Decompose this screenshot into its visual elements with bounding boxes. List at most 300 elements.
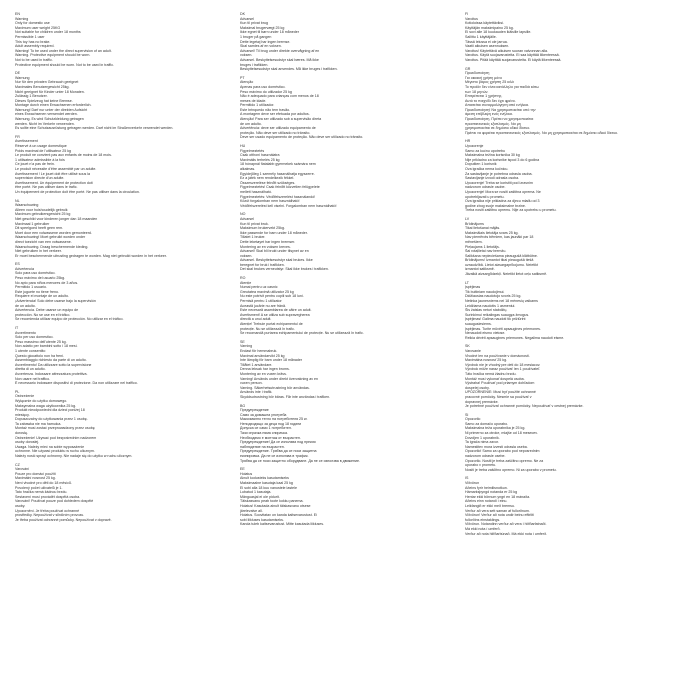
- warning-line: mellett használható.: [240, 189, 272, 194]
- warning-line: Atenção: [240, 80, 254, 85]
- warning-line: Varning. Säkerhetsutrustning bör användas.: [240, 385, 310, 390]
- warning-line: Ta zabawka nie ma hamulca.: [15, 421, 62, 426]
- warning-line: Această jucărie nu are frână.: [240, 303, 286, 308]
- warning-line: Montage durch einen Erwachsenen erforderlich.: [15, 103, 92, 108]
- warning-line: Treba nositi zaštitnu opremu. Nije za upotrebu u prometu.: [465, 208, 557, 213]
- warning-line: Brīdinājums! Izmantot tikai pieaugušā tiešā: [465, 258, 534, 263]
- warning-line: Aðeins einn notandi í einu.: [465, 499, 508, 504]
- warning-line: Samo za kućnu upotrebu: [465, 148, 505, 153]
- warning-line: Lubatud 1 kasutaja.: [240, 490, 272, 495]
- warning-line: Предупреждение: [240, 408, 269, 413]
- warning-line: proteção. Não deve ser utilizado no trânsito.: [240, 130, 311, 135]
- warning-line: Ostrzeżenie: [15, 394, 35, 399]
- language-section-nl: [15, 199, 215, 259]
- language-code: NL: [15, 198, 20, 203]
- warning-line: Namestitev mora izvesti odrasla oseba.: [465, 444, 528, 449]
- warning-line: Je třeba používat ochranné pomůcky. Nepoužívat v dopravě.: [15, 517, 112, 522]
- warning-line: UPOZORNENIE: Musí byť použité ochranné: [465, 390, 536, 395]
- warning-line: Le produit ne convient pas aux enfants de moins de 18 mois.: [15, 153, 112, 158]
- warning-line: Es sollte eine Schutzausrüstung getragen werden. Darf nicht im Straßenverkehr verwendet werden.: [15, 126, 174, 131]
- warning-line: Необходимо е монтаж от възрастен.: [240, 435, 301, 440]
- warning-line: Permissible 1 user: [15, 34, 45, 39]
- warning-line: Permisă pentru 1 utilizator: [240, 299, 282, 304]
- warning-line: upotrebljavati u prometu.: [465, 194, 505, 199]
- warning-line: Maksimalna težina korisnika 30 kg: [465, 153, 520, 158]
- warning-line: Non adatto per bambini sotto i 18 mesi.: [15, 344, 78, 349]
- warning-line: Összeszerelése felnőtt szükséges.: [240, 180, 296, 185]
- warning-line: Επιτρέπεται 1 χρήστης.: [465, 94, 503, 99]
- warning-line: Brīdinājums: [465, 221, 484, 226]
- warning-line: Αυτό το παιχνίδι δεν έχει φρένο.: [465, 98, 516, 103]
- warning-line: Sallittu 1 käyttäjälle.: [465, 34, 497, 39]
- warning-line: Opozorilo: [465, 417, 481, 422]
- warning-line: Ikke passende for barn under 18 måneder.: [240, 230, 308, 235]
- language-code: EN: [15, 12, 20, 16]
- warning-line: dopravnej premávke.: [465, 399, 499, 404]
- warning-line: Maximales Benutzergewicht 25kg.: [15, 84, 70, 89]
- warning-line: dospelej osoby.: [465, 385, 490, 390]
- warning-line: Se recomandă purtarea echipamentului de protecție. Nu se utilizează în trafic.: [240, 331, 364, 336]
- warning-line: Kotioloissa käytettäviksi.: [465, 21, 504, 26]
- warning-line: Προειδοποίηση. Πρέπει να χρησιμοποιείται: [465, 117, 534, 122]
- warning-line: Vaatii aikuisen asennuksen.: [465, 44, 510, 49]
- warning-line: Varning! Används under direkt övervakning av en: [240, 376, 319, 381]
- warning-line: Warnung: [15, 75, 30, 80]
- warning-line: Advarsel. Beskyttelsesudstyr skal bæres. Må ikke: [240, 57, 319, 62]
- warning-line: de un adulto.: [15, 303, 36, 308]
- warning-line: Προειδοποίηση: [465, 71, 490, 76]
- warning-line: Hoiatus: [240, 471, 253, 476]
- warning-line: eines Erwachsenen verwendet werden.: [15, 112, 78, 117]
- warning-line: Varoitus: [465, 16, 478, 21]
- warning-line: Montering av en vuxen krävs.: [240, 371, 287, 376]
- warning-line: pracovné pomôcky. Nesmie sa používať v: [465, 394, 532, 399]
- warning-line: Tässä lelussa ei ole jarrua.: [465, 39, 508, 44]
- language-code: CZ: [15, 462, 20, 467]
- warning-line: Kun til privat brug: [240, 21, 268, 26]
- warning-line: Ei sobi alla 18 kuu vanustele lastele: [240, 485, 297, 490]
- warning-line: Upozorenje: [465, 144, 484, 149]
- warning-line: Figyelmeztetés: Védőfelszerelést használandó!: [240, 194, 316, 199]
- warning-line: Πρέπει να φοριέται προστατευτικός εξοπλισμός. Να μη χρησιμοποιείται σε δημόσιο οδικό δίκτυο.: [465, 130, 619, 135]
- warning-line: Ikke egnet til børn under 18 måneder: [240, 30, 299, 35]
- warning-line: Waarschuwing: [15, 203, 39, 208]
- warning-line: Avertisment! A se utiliza sub supravegherea: [240, 312, 310, 317]
- warning-line: supervision directe d'un adulte.: [15, 176, 65, 181]
- warning-line: ochronne. Nie używać produktu w ruchu ulicznym.: [15, 449, 95, 454]
- language-code: SI: [465, 412, 469, 417]
- warning-line: nadzorom odrasle osobe.: [465, 185, 506, 190]
- warning-line: Maksimalna teža uporabnika je 25 kg.: [465, 426, 526, 431]
- warning-line: Pieļaujams 1 lietotājs.: [465, 244, 500, 249]
- warning-line: Verður að vera sett saman af fullorðnum.: [465, 508, 530, 513]
- language-section-pt: [240, 76, 440, 140]
- warning-line: Aðeins fyrir heimilisnotkun.: [465, 485, 508, 490]
- warning-line: Advarsel: [240, 16, 254, 21]
- warning-line: Nenaudoti eismo vietose.: [465, 331, 506, 336]
- warning-line: Warnung! Darf nur unter der direkten Aufsicht: [15, 107, 88, 112]
- language-code: IS: [465, 476, 469, 481]
- warning-line: Csak otthoni használatra: [240, 153, 280, 158]
- language-section-ee: [240, 467, 440, 527]
- warning-line: Montáž musí vykonať dospelá osoba.: [465, 376, 525, 381]
- warning-line: Solo para uso doméstico.: [15, 271, 56, 276]
- warning-line: godine zbog svoje maksimalne brzine.: [465, 203, 526, 208]
- warning-line: Permitido 1 usuario.: [15, 285, 47, 290]
- warning-line: Dovoljen 1 uporabnik.: [465, 435, 500, 440]
- warning-line: Тази играчка няма спирачка.: [240, 431, 288, 436]
- warning-line: Nu este potrivit pentru copiii sub 18 luni.: [240, 294, 304, 299]
- warning-line: Varning: [240, 344, 253, 349]
- warning-line: Leidžiama naudotis 1 asmeniui.: [465, 303, 516, 308]
- warning-line: Advarsel. Beskyttelsesutstyr skal brukes. Ikke: [240, 258, 313, 263]
- warning-line: Ova igračka nije prikladna za djecu mlađu od 3: [465, 199, 540, 204]
- warning-line: Används inte i trafik.: [240, 390, 273, 395]
- warning-line: Jāvalkā aizsarglīdzekļi. Neietikt lietot ceļu satiksmē.: [465, 272, 548, 277]
- language-code: PT: [240, 75, 245, 80]
- warning-line: Nije prikladno za korisnike ispod 3 do 6 godina: [465, 157, 540, 162]
- warning-line: vuxen person.: [240, 381, 263, 386]
- warning-line: Įspėjimas! Galima naudoti tik prižiūrint: [465, 317, 526, 322]
- language-section-hu: [240, 144, 440, 208]
- warning-line: osoby dorosłej.: [15, 440, 40, 445]
- warning-line: beregnet for bruk i trafikken.: [240, 262, 285, 267]
- warning-line: Le produit nécessite d'être assemblé par un adulte.: [15, 167, 97, 171]
- language-code: HR: [465, 139, 471, 144]
- warning-line: alkalmas.: [240, 167, 256, 171]
- warning-line: mēnešiem.: [465, 239, 483, 244]
- warning-line: Warning. Protective equipment should be worn.: [15, 53, 91, 58]
- warning-line: Numai pentru uz casnic: [240, 285, 278, 290]
- warning-line: nadzorom odrasle osebe.: [465, 454, 506, 459]
- language-code: SE: [240, 339, 245, 344]
- warning-line: Ni primerno za otroke, mlajše od 18 mesecev.: [465, 431, 538, 436]
- warning-line: Dopuszczalny do użytkowania przez 1 osobę.: [15, 417, 88, 422]
- warning-line: Maksimal brugervægt 25 kg: [240, 25, 285, 30]
- warning-line: bruges i trafikken.: [240, 62, 269, 67]
- language-section-es: [15, 262, 215, 322]
- warning-line: No apto para niños menores de 3 años.: [15, 280, 79, 285]
- language-code: HU: [240, 144, 246, 149]
- warning-line: Poids maximal de l'utilisateur 25 kg: [15, 148, 72, 153]
- warning-line: Niet geschikt voor kinderen jonger dan 18 maanden: [15, 216, 98, 221]
- warning-line: Käyttäjän maksimipaino 25 kg.: [465, 25, 514, 30]
- warning-line: Skyddsutrustning bör bäras. Får inte användas i trafiken.: [240, 394, 331, 399]
- warning-line: Avvertenza. Indossare attrezzatura protettiva.: [15, 371, 88, 376]
- warning-line: Допуска се само 1 потребител.: [240, 426, 292, 431]
- warning-line: Viðvörun. Notandinn verður að vera í hlífðarfatnaði.: [465, 522, 547, 527]
- warning-line: Warning: [15, 16, 29, 21]
- warning-line: Apenas para uso doméstico.: [240, 84, 286, 89]
- warning-line: È necessario indossare dispositivi di protezione. Da non utilizzare nel traffico.: [15, 381, 138, 386]
- warning-line: Peso massimo dell'utente 25 kg.: [15, 339, 67, 344]
- warning-line: Viðvörun! Verður að nota undir beinu eftirliti: [465, 513, 534, 518]
- warning-line: Uwaga. Należy mieć na sobie wyposażenie: [15, 444, 85, 449]
- warning-line: Je potrebné používať ochranné pomôcky. Nepoužívať v cestnej premávke.: [465, 404, 584, 409]
- language-section-fi: [465, 12, 665, 63]
- warning-line: osoby.: [15, 503, 26, 508]
- warning-line: voksen.: [240, 53, 253, 58]
- language-section-lv: [465, 217, 665, 277]
- warning-line: Należy nosić sprzęt ochronny. Nie nadaje się do użytku w ruchu ulicznym.: [15, 454, 133, 459]
- warning-line: sobi liikluses kasutamiseks.: [240, 517, 284, 522]
- warning-line: Solo per uso domestico.: [15, 335, 54, 340]
- warning-line: diretta di un adulto.: [15, 367, 46, 372]
- warning-line: Assemblaggio richiesto da parte di un adulto.: [15, 358, 87, 363]
- warning-line: Ostrzeżenie! Używać pod bezpośrednim nadzorem: [15, 435, 97, 440]
- warning-line: protecție. Nu se utilizează în trafic.: [240, 326, 295, 331]
- warning-line: Povolený počet uživatelů je 1.: [15, 485, 63, 490]
- warning-line: ¡Advertencia! Solo debe usarse bajo la supervisión: [15, 299, 96, 304]
- warning-line: Maximum user weight 25KG: [15, 25, 61, 30]
- warning-line: Ta igrača nima zavor.: [465, 440, 499, 445]
- warning-line: Deve ser usado equipamento de proteção. Não deve ser utilizado no trânsito.: [240, 135, 364, 140]
- language-section-no: [240, 212, 440, 272]
- warning-line: uzraudzībā. Lietot aizsargaprīkojumu. Neietikt: [465, 262, 538, 267]
- warning-line: Προειδοποίηση! Να χρησιμοποιείται υπό την: [465, 107, 536, 112]
- warning-line: Endast för hemmabruk.: [240, 348, 278, 353]
- warning-line: Not to be used in traffic.: [15, 57, 53, 62]
- warning-line: Surinkimui reikalingas suaugęs žmogus.: [465, 312, 530, 317]
- warning-line: Samo za domačo uporabo.: [465, 421, 509, 426]
- warning-line: Tato hračka nemá žádnou brzdu.: [15, 490, 68, 495]
- warning-line: Šis žaislas neturi stabdžių.: [465, 308, 508, 313]
- warning-line: Beskyttelsesudstyr skal anvendes. Må ikke bruges i trafikken.: [240, 67, 338, 72]
- warning-line: Reikia dėvėti apsaugines priemones. Negalima naudoti eisme.: [465, 335, 565, 340]
- warning-line: άμεση επίβλεψη ενός ενήλικα.: [465, 112, 513, 117]
- warning-line: Upozorenje! Treba se koristiti pod izravnim: [465, 180, 533, 185]
- language-section-si: [465, 413, 665, 473]
- warning-line: Pouze pro domácí použití: [15, 471, 56, 476]
- warning-line: Mänguasjal ei ole pidurit.: [240, 494, 280, 499]
- language-code: BG: [240, 403, 246, 408]
- warning-line: Ainult kodusteks kasutamiseks: [240, 476, 289, 481]
- warning-line: Maximální nosnost 25 kg.: [15, 476, 56, 481]
- warning-line: järelevalve all.: [240, 508, 263, 513]
- warning-line: Varování: [15, 467, 30, 472]
- warning-line: Ez a játék nem rendelkezik fékkel.: [240, 176, 295, 181]
- warning-line: Nav piemērots bērniem, kas jaunāki par 18: [465, 235, 534, 240]
- warning-line: A montagem deve ser efetuada por adultos.: [240, 112, 310, 117]
- warning-line: Warning! To be used under the direct supervision of an adult.: [15, 48, 112, 53]
- warning-line: Questo giocattolo non ha freni.: [15, 353, 64, 358]
- warning-line: Nur für den privaten Gebrauch geeignet: [15, 80, 79, 85]
- warning-line: Maximum gebruikersgewicht 25 kg: [15, 212, 71, 217]
- warning-line: Ei sovi alle 18 kuukauden ikäisille lapsille.: [465, 30, 532, 35]
- warning-line: Maksimaalne kasutaja kaal 25 kg: [240, 481, 293, 485]
- language-section-lt: [465, 281, 665, 341]
- warning-line: Avvertimento! Da utilizzare sotto la supervisione: [15, 362, 92, 367]
- language-section-ro: [240, 276, 440, 336]
- warning-line: Varoitus. Pitää käyttää suojavarusteita. Ei käytä liikenteessä.: [465, 57, 562, 62]
- warning-line: των 18 μηνών.: [465, 89, 489, 94]
- warning-line: Opozorilo! Samo za uporabo pod neposrednim: [465, 449, 540, 454]
- language-section-fr: [15, 135, 215, 195]
- warning-line: Produkt nieodpowiedni dla dzieci poniżej 18: [15, 408, 85, 413]
- warning-line: Non usare nel traffico.: [15, 376, 51, 381]
- warning-line: Avertissement. Un équipement de protection doit: [15, 180, 93, 185]
- language-section-gr: [465, 67, 665, 136]
- warning-line: Nicht geeignet für Kinder unter 18 Monaten.: [15, 89, 85, 94]
- warning-line: Verður að nota hlífðarbúnað. Má ekki nota í umferð.: [465, 531, 548, 536]
- warning-line: Niet gebruiken in het verkeer.: [15, 249, 62, 254]
- warning-line: prostředky. Nepoužívat v silničním provozu.: [15, 513, 85, 518]
- warning-line: Įspėjimas: [465, 285, 481, 290]
- warning-line: Maximálna nosnosť 25 kg.: [465, 358, 508, 363]
- language-code: LT: [465, 280, 469, 285]
- warning-line: Denna leksak har ingen broms.: [240, 367, 290, 372]
- warning-line: Montering av en voksen kreves.: [240, 244, 291, 249]
- warning-line: Maximal användarvikt 25 kg: [240, 353, 285, 358]
- warning-line: Alleen voor huishoudelijk gebruik: [15, 207, 68, 212]
- warning-line: 1 bruger på gangen: [240, 34, 272, 39]
- language-section-it: [15, 326, 215, 386]
- language-code: PL: [15, 389, 20, 394]
- warning-line: werden. Nicht im Verkehr verwenden.: [15, 121, 75, 126]
- warning-line: Peso máximo del usuario 25kg.: [15, 276, 66, 281]
- warning-line: Výrobok nie je vhodný pre deti do 18 mesiacov.: [465, 362, 541, 367]
- warning-line: Za sastavljanje je potrebna odrasla osoba.: [465, 171, 533, 176]
- warning-line: Advertencia: [15, 266, 34, 271]
- warning-line: Varovanie: [465, 348, 481, 353]
- warning-line: Hoiatus! Kasutada ainult täiskasvanu otsese: [240, 503, 311, 508]
- warning-line: Tik buitiniam naudojimui.: [465, 289, 505, 294]
- warning-line: Täiskasvanu peab toote kokku panema.: [240, 499, 304, 504]
- warning-line: Maximális terhelés 25 kg: [240, 157, 280, 162]
- language-code: DK: [240, 12, 245, 16]
- warning-line: Táto hračka nemá žiadnu brzdu.: [465, 371, 517, 376]
- warning-line: Not suitable for children under 18 months: [15, 30, 81, 35]
- language-section-is: [465, 476, 665, 536]
- warning-line: Warnung. Es wird Schutzkleidung getragen: [15, 117, 84, 122]
- warning-line: Permitido 1 utilizador.: [240, 103, 275, 108]
- column-right: [465, 12, 665, 540]
- warning-line: Didžiausias naudotojo svoris 25 kg.: [465, 294, 522, 299]
- warning-line: Sestavení musí provádět dospělá osoba.: [15, 494, 81, 499]
- warning-line: Įspėjimas. Turite mūvėti apsaugines priemones.: [465, 326, 541, 331]
- language-code: FR: [15, 134, 20, 139]
- warning-line: Réservé à un usage domestique: [15, 144, 67, 149]
- warning-line: Tillåtet 1 användare.: [240, 362, 273, 367]
- warning-line: Det skal brukes verneutstyr. Skal ikke brukes i trafikken.: [240, 267, 329, 272]
- language-section-pl: [15, 390, 215, 459]
- warning-line: Varoitus! Käytettävä aikuisen suoran valvonnan alla.: [465, 48, 549, 53]
- warning-line: voksen.: [240, 253, 253, 258]
- warning-line: suaugusiesiems.: [465, 322, 492, 326]
- warning-line: Közút forgalomban nem használható!: [240, 199, 300, 204]
- warning-line: Výrobok môže naraz používať len 1 používateľ.: [465, 367, 541, 372]
- warning-line: de um adulto.: [240, 121, 262, 126]
- warning-line: Advarsel: [240, 216, 254, 221]
- warning-line: Advarsel! Skal bli brukt under tilsynet av en: [240, 249, 309, 254]
- warning-line: directă a unui adult.: [240, 317, 272, 322]
- column-left: [15, 12, 215, 526]
- warning-line: προστατευτικός εξοπλισμός. Να μη: [465, 121, 521, 126]
- warning-line: Максимално тегло на потребителя 25 кг.: [240, 417, 308, 422]
- warning-line: Трябва да се носи защитно оборудване. Да не се използва в движение.: [240, 458, 361, 463]
- warning-line: Protective equipment should be worn. Not to be used in traffic.: [15, 62, 115, 67]
- warning-line: Skal samles af en voksen.: [240, 44, 282, 49]
- language-section-hr: [465, 139, 665, 213]
- warning-line: This toy has no brake.: [15, 39, 51, 44]
- warning-line: Inte lämplig för barn under 18 månader: [240, 358, 303, 363]
- warning-line: Hentar ekki börnum yngri en 18 mánaða.: [465, 494, 531, 499]
- warning-line: Výstraha! Používať pod priamym dohľadom: [465, 381, 535, 386]
- warning-line: Dopušten 1 korisnik: [465, 162, 497, 167]
- warning-line: Leikfangið er ekki með bremsu.: [465, 503, 515, 508]
- warning-line: Sastavljanje izvodi odrasla osoba.: [465, 176, 520, 181]
- warning-line: meses de idade.: [240, 98, 267, 103]
- warning-line: Peso máximo do utilizador 25 kg: [240, 89, 292, 94]
- language-code: GR: [465, 66, 471, 71]
- warning-line: Opozorilo. Nositi je treba zaščitno opremo. Ne za: [465, 458, 544, 463]
- warning-line: Upozornění. Je třeba používat ochranné: [15, 508, 80, 513]
- warning-line: 1 utente consentito: [15, 348, 46, 353]
- warning-line: dorosłą.: [15, 431, 28, 436]
- language-code: EE: [240, 467, 245, 472]
- warning-line: Hámarksþyngd notanda er 25 kg: [465, 490, 518, 495]
- warning-line: protección. No se use en el tráfico.: [15, 312, 71, 317]
- warning-line: екипировка. Да не се използва в трафик.: [240, 454, 309, 459]
- warning-line: Ova igračka nema kočnicu.: [465, 167, 509, 171]
- warning-line: Maksymalna waga użytkownika 25 kg.: [15, 403, 77, 408]
- warning-line: Avertissement ! Le jouet doit être utilisé sous la: [15, 171, 91, 176]
- warning-line: Dette legetøj har ingen bremse.: [240, 39, 291, 44]
- warning-line: 1 utilisateur admissible à la fois: [15, 157, 65, 162]
- warning-line: Atenție: [240, 280, 252, 285]
- warning-line: Tikai lietošanai mājās.: [465, 226, 501, 231]
- warning-line: Μέγιστο βάρος χρήστη 25 κιλά: [465, 80, 514, 85]
- warning-line: Nositi je treba zaščitno opremo. Ni za uporabo v prometu.: [465, 467, 557, 472]
- warning-line: Šai rotaļlietai nav bremžu.: [465, 249, 507, 254]
- warning-line: Atenção! Para ser utilizado sob a supervisão direta: [240, 117, 322, 122]
- warning-line: Advertencia. Debe usarse un equipo de: [15, 308, 79, 313]
- warning-line: Este necesară asamblarea de către un adult.: [240, 308, 312, 313]
- warning-line: Advertência: deve ser utilizado equipamento de: [240, 126, 316, 131]
- language-section-se: [240, 340, 440, 400]
- warning-line: Má ekki nota í umferð.: [465, 526, 501, 531]
- warning-line: Adult assembly required.: [15, 44, 55, 49]
- warning-line: Dieses Spielzeug hat keine Bremse.: [15, 98, 73, 103]
- warning-line: Only for domestic use: [15, 21, 50, 26]
- language-code: LV: [465, 216, 470, 221]
- warning-line: Se recomienda utilizar equipo de protección. No utilizar en el tráfico.: [15, 317, 124, 322]
- warning-line: Moet door een volwassene worden gemonteerd.: [15, 230, 92, 235]
- warning-line: uporabo v prometu.: [465, 463, 497, 468]
- warning-line: Dit speelgoed heeft geen rem.: [15, 226, 64, 231]
- language-section-dk: [240, 12, 440, 72]
- warning-line: Er moet beschermende uitrusting gedragen te worden. Mag niet gebruikt worden in het verkeer.: [15, 253, 167, 258]
- language-section-sk: [465, 344, 665, 408]
- warning-line: Vhodné len na používanie v domácnosti.: [465, 353, 530, 358]
- language-section-bg: [240, 404, 440, 464]
- warning-line: χρησιμοποιείται σε δημόσιο οδικό δίκτυο.: [465, 126, 531, 131]
- warning-line: izmantot satiksmē.: [465, 267, 495, 272]
- warning-line: Greutatea maximă utilizator 25 kg: [240, 289, 294, 294]
- warning-line: Avvertimento: [15, 330, 36, 335]
- warning-line: Não é adequado para crianças com menos de 18: [240, 94, 319, 99]
- language-code: DE: [15, 71, 20, 76]
- warning-line: Ce jouet n'a pas de frein.: [15, 162, 55, 167]
- warning-line: miesięcy.: [15, 412, 30, 417]
- language-code: RO: [240, 276, 246, 281]
- warning-line: Για οικιακή χρήση μόνο: [465, 75, 502, 80]
- language-code: NO: [240, 212, 246, 217]
- warning-line: Kanda tuleb kaitsevarustust. Mitte kasutada liikluses.: [240, 522, 325, 527]
- warning-line: Figyelmeztetés! Csak felnőtt közvetlen felügyelete: [240, 185, 320, 190]
- warning-line: Salikšana nepieciešama pieaugušā klātbūtne.: [465, 253, 538, 258]
- warning-line: наблюдение на възрастен.: [240, 444, 285, 449]
